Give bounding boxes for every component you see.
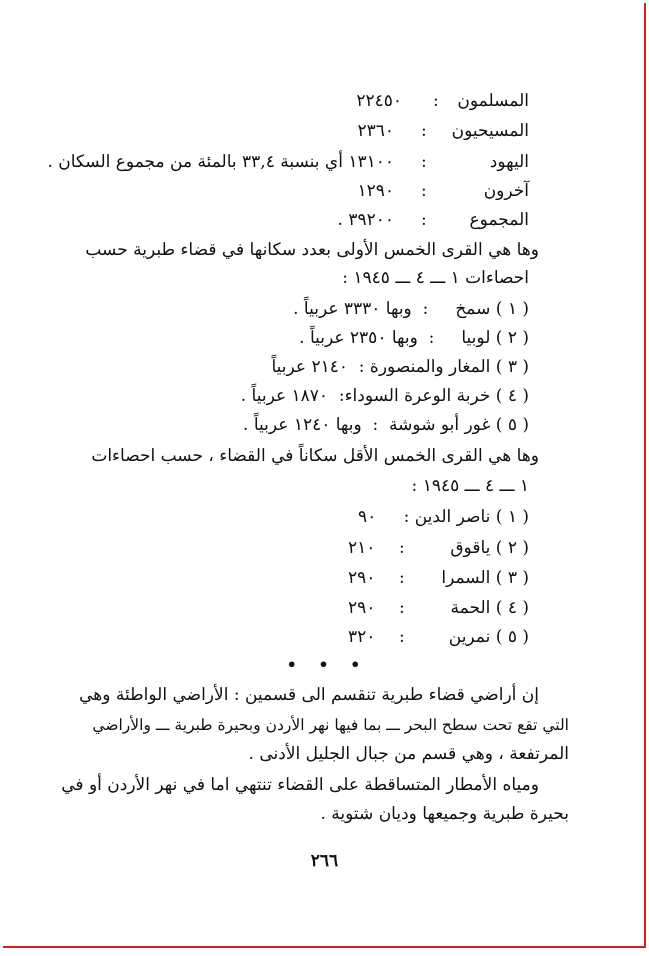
- colon: :: [399, 598, 405, 618]
- largest-intro-line2: احصاءات ١ ـــ ٤ ـــ ١٩٤٥ :: [342, 268, 529, 288]
- smallest-village-value: ٣٢٠: [348, 627, 376, 647]
- smallest-intro-line2: ١ ـــ ٤ ـــ ١٩٤٥ :: [411, 476, 529, 496]
- colon: :: [421, 181, 427, 201]
- largest-village-item: ( ٤ ) خربة الوعرة السوداء: ١٨٧٠ عربياً .: [240, 386, 529, 406]
- smallest-village-label: ( ٣ ) السمرا: [441, 568, 529, 588]
- population-label-muslims: المسلمون: [457, 91, 529, 111]
- population-value-total: ٣٩٢٠٠ .: [337, 210, 394, 230]
- population-value-jews: ١٣١٠٠ أي بنسبة ٣٣,٤ بالمئة من مجموع السكان .: [47, 152, 394, 172]
- colon: :: [399, 627, 405, 647]
- population-value-christians: ٢٣٦٠: [357, 121, 394, 141]
- colon: :: [399, 538, 405, 558]
- colon: :: [399, 568, 405, 588]
- smallest-village-value: ٢٩٠: [348, 568, 376, 588]
- page-number: ٢٦٦: [310, 851, 339, 871]
- lands-paragraph-line2: التي تقع تحت سطح البحر ـــ بما فيها نهر الأردن وبحيرة طبرية ـــ والأراضي: [92, 716, 569, 734]
- smallest-village-label: ( ٥ ) نمرين: [448, 627, 529, 647]
- section-separator: • • •: [286, 655, 369, 674]
- smallest-village-value: ٢٩٠: [348, 598, 376, 618]
- population-label-total: المجموع: [469, 210, 529, 230]
- population-label-jews: اليهود: [489, 152, 529, 172]
- colon: :: [433, 91, 439, 111]
- largest-village-item: ( ٣ ) المغار والمنصورة : ٢١٤٠ عربياً: [271, 357, 529, 377]
- lands-paragraph-line1: إن أراضي قضاء طبرية تنقسم الى قسمين : الأراضي الواطئة وهي: [79, 685, 539, 705]
- colon: :: [421, 152, 427, 172]
- largest-intro-line1: وها هي القرى الخمس الأولى بعدد سكانها في قضاء طبرية حسب: [85, 240, 539, 260]
- book-page: [3, 3, 646, 948]
- largest-village-item: ( ٥ ) غور أبو شوشة : وبها ١٢٤٠ عربياً .: [243, 415, 529, 435]
- population-label-christians: المسيحيون: [451, 121, 529, 141]
- rain-paragraph-line2: بحيرة طبرية وجميعها وديان شتوية .: [320, 804, 569, 824]
- smallest-village-label: ( ١ ) ناصر الدين :: [403, 507, 529, 527]
- lands-paragraph-line3: المرتفعة ، وهي قسم من جبال الجليل الأدنى .: [248, 744, 569, 764]
- population-value-muslims: ٢٢٤٥٠: [356, 91, 402, 111]
- smallest-village-value: ٩٠: [358, 507, 377, 527]
- colon: :: [421, 210, 427, 230]
- smallest-village-label: ( ٢ ) ياقوق: [450, 538, 529, 558]
- smallest-village-label: ( ٤ ) الحمة: [450, 598, 529, 618]
- largest-village-item: ( ٢ ) لوبيا : وبها ٢٣٥٠ عربياً .: [299, 328, 529, 348]
- population-value-others: ١٢٩٠: [357, 181, 394, 201]
- largest-village-item: ( ١ ) سمخ : وبها ٣٣٣٠ عربياً .: [293, 299, 529, 319]
- population-label-others: آخرون: [483, 181, 529, 201]
- colon: :: [421, 121, 427, 141]
- smallest-intro-line1: وها هي القرى الخمس الأقل سكاناً في القضاء ، حسب احصاءات: [91, 446, 539, 466]
- smallest-village-value: ٢١٠: [348, 538, 376, 558]
- rain-paragraph-line1: ومياه الأمطار المتساقطة على القضاء تنتهي اما في نهر الأردن أو في: [61, 775, 539, 795]
